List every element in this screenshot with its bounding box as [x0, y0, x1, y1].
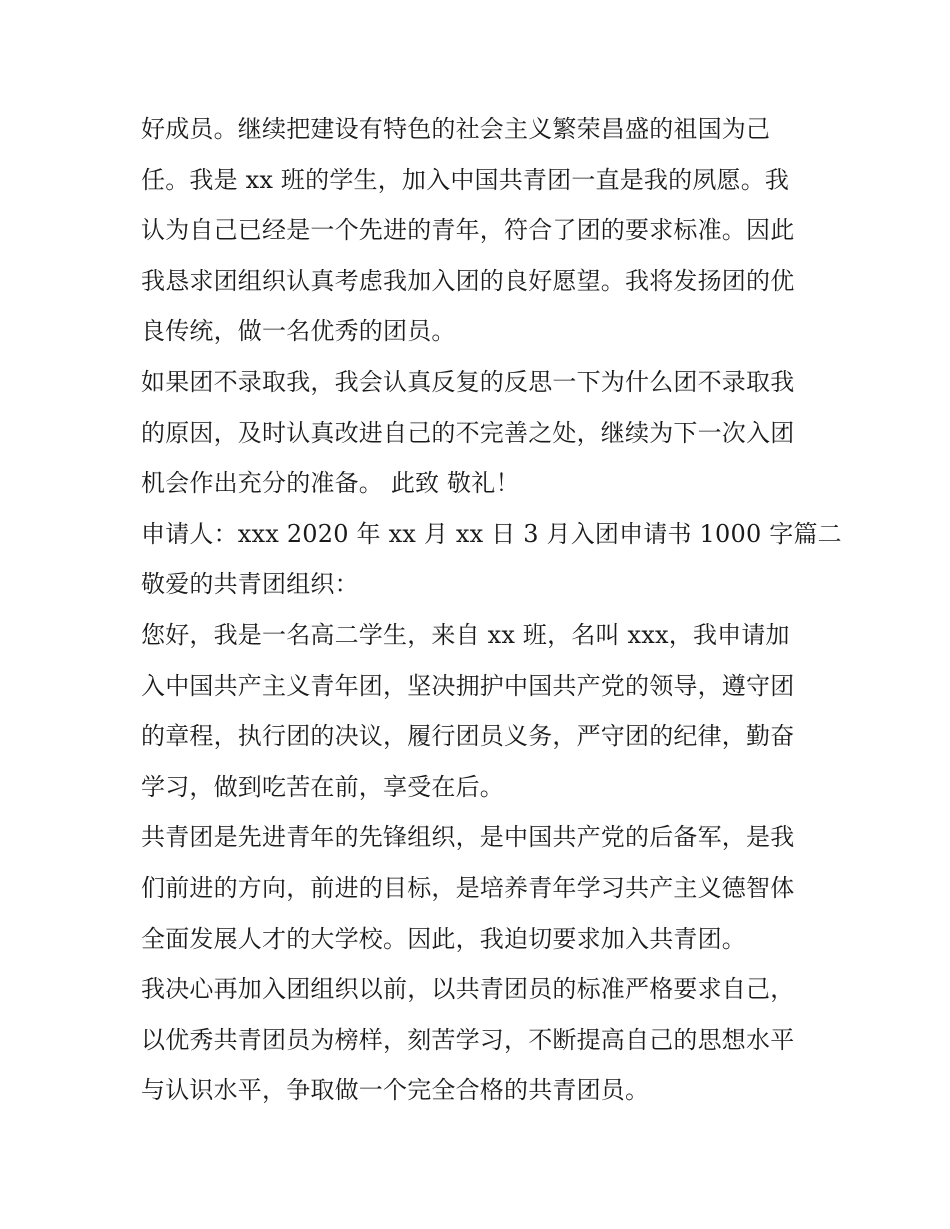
- signature-line: 申请人：xxx 2020 年 xx 月 xx 日 3 月入团申请书 1000 字篇二: [141, 519, 842, 548]
- text-line: 您好，我是一名高二学生，来自 xx 班，名叫 xxx，我申请加: [141, 620, 790, 649]
- text-line: 学习，做到吃苦在前，享受在后。: [141, 772, 504, 801]
- text-line: 与认识水平，争取做一个完全合格的共青团员。: [141, 1076, 650, 1105]
- text-line: 的章程，执行团的决议，履行团员义务，严守团的纪律，勤奋: [141, 722, 795, 751]
- text-line: 好成员。继续把建设有特色的社会主义繁荣昌盛的祖国为己: [141, 115, 771, 143]
- text-line: 以优秀共青团员为榜样，刻苦学习，不断提高自己的思想水平: [141, 1025, 795, 1054]
- text-line: 认为自己已经是一个先进的青年，符合了团的要求标准。因此: [141, 216, 795, 245]
- text-line: 机会作出充分的准备。 此致 敬礼！: [141, 469, 520, 498]
- text-line: 任。我是 xx 班的学生，加入中国共青团一直是我的夙愿。我: [141, 165, 790, 194]
- document-body: [141, 104, 842, 1116]
- text-line: 全面发展人才的大学校。因此，我迫切要求加入共青团。: [141, 924, 746, 953]
- text-line: 我恳求团组织认真考虑我加入团的良好愿望。我将发扬团的优: [141, 266, 795, 295]
- text-line: 如果团不录取我，我会认真反复的反思一下为什么团不录取我: [141, 367, 795, 396]
- text-line: 们前进的方向，前进的目标，是培养青年学习共产主义德智体: [141, 873, 795, 902]
- text-line: 的原因，及时认真改进自己的不完善之处，继续为下一次入团: [141, 418, 795, 447]
- text-line: 我决心再加入团组织以前，以共青团员的标准严格要求自己，: [141, 975, 795, 1004]
- text-line: 入中国共产主义青年团，坚决拥护中国共产党的领导，遵守团: [141, 671, 795, 700]
- text-line: 共青团是先进青年的先锋组织，是中国共产党的后备军，是我: [141, 823, 795, 852]
- salutation-line: 敬爱的共青团组织：: [141, 570, 359, 599]
- text-line: 良传统，做一名优秀的团员。: [141, 317, 456, 346]
